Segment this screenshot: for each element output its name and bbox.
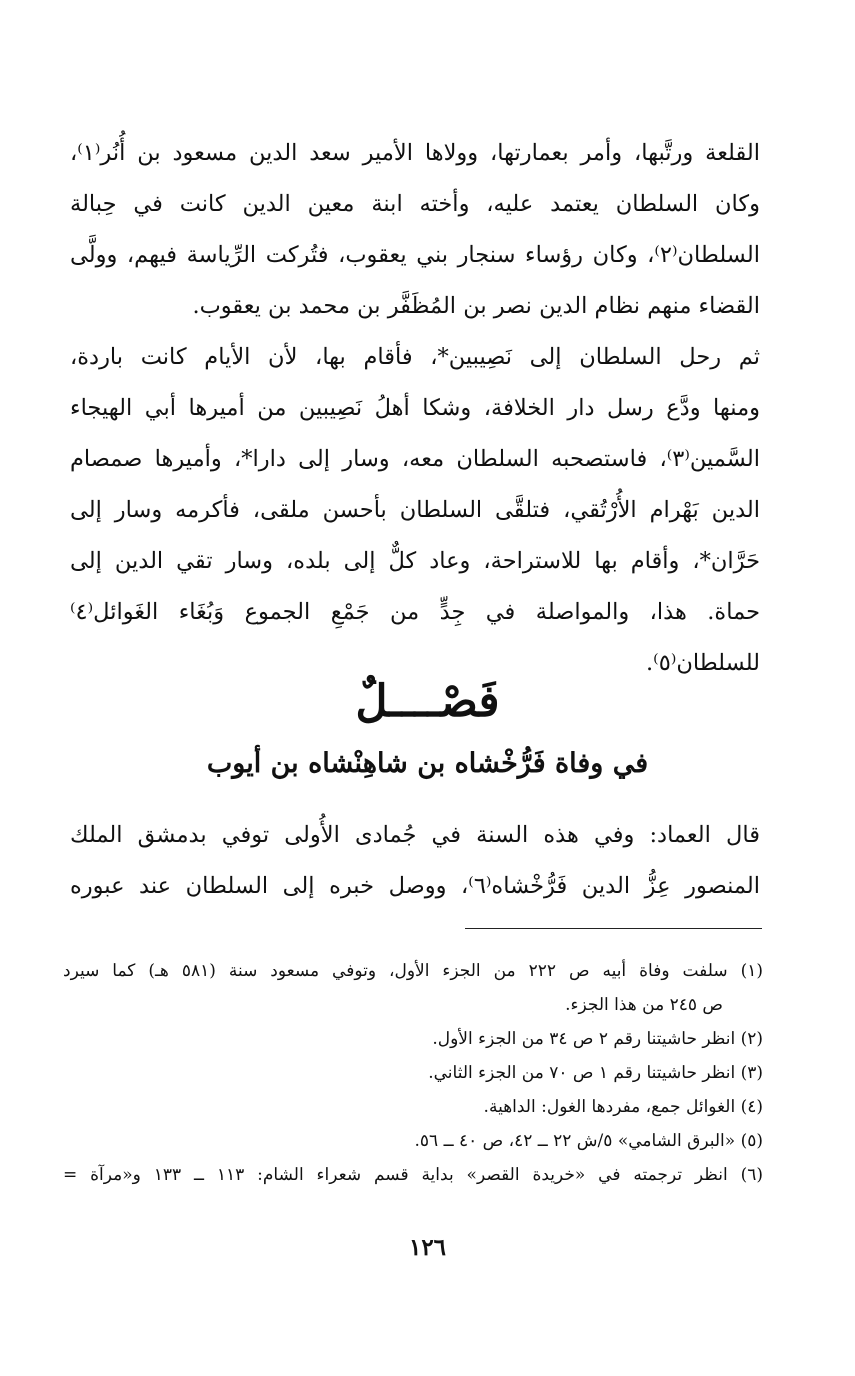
paragraph-line: للسلطان⁽٥⁾. [646, 650, 760, 676]
paragraph-line: القضاء منهم نظام الدين نصر بن المُظَفَّر بن محمد بن يعقوب. [192, 293, 760, 319]
paragraph-line: وكان السلطان يعتمد عليه، وأخته ابنة معين الدين كانت في حِبالة [70, 191, 760, 217]
paragraph-2 [70, 332, 760, 689]
footnote-item: (٢) انظر حاشيتنا رقم ٢ ص ٣٤ من الجزء الأول. [432, 1029, 763, 1049]
footnote-item: (٦) انظر ترجمته في «خريدة القصر» بداية قسم شعراء الشام: ١١٣ ــ ١٣٣ و«مرآة = [63, 1165, 764, 1185]
paragraph-line: السلطان⁽٢⁾، وكان رؤساء سنجار بني يعقوب، فتُركت الرِّياسة فيهم، وولَّى [70, 242, 760, 268]
paragraph-line: ثم رحل السلطان إلى نَصِيبين*، فأقام بها، لأن الأيام كانت باردة، [70, 344, 760, 370]
footnote-item: (٣) انظر حاشيتنا رقم ١ ص ٧٠ من الجزء الثاني. [428, 1063, 763, 1083]
section-heading: فَصْــــلٌ [355, 676, 500, 727]
footnote-item: (١) سلفت وفاة أبيه ص ٢٢٢ من الجزء الأول، وتوفي مسعود سنة (٥٨١ هـ) كما سيرد [63, 961, 763, 981]
paragraph-line: حَرَّان*، وأقام بها للاستراحة، وعاد كلٌّ إلى بلده، وسار تقي الدين إلى [70, 548, 760, 574]
paragraph-line: ومنها ودَّع رسل دار الخلافة، وشكا أهلُ نَصِيبين من أميرها أبي الهيجاء [70, 395, 760, 421]
page-number: ١٢٦ [408, 1234, 447, 1261]
paragraph-line: حماة. هذا، والمواصلة في جِدٍّ من جَمْعِ الجموع وَبُغَاء الغَوائل⁽٤⁾ [70, 599, 760, 625]
paragraph-line: الدين بَهْرام الأُرْتُقي، فتلقَّى السلطان بأحسن ملقى، فأكرمه وسار إلى [70, 497, 760, 523]
footnote-item: (٥) «البرق الشامي» ٥/ش ٢٢ ــ ٤٢، ص ٤٠ ــ ٥٦. [414, 1131, 763, 1151]
paragraph-line: القلعة ورتَّبها، وأمر بعمارتها، وولاها الأمير سعد الدين مسعود بن أُنُر⁽١⁾، [70, 140, 760, 166]
footnotes [63, 954, 763, 1192]
section-subheading: في وفاة فَرُّخْشاه بن شاهِنْشاه بن أيوب [206, 748, 649, 779]
paragraph-line: قال العماد: وفي هذه السنة في جُمادى الأُولى توفي بدمشق الملك [70, 822, 760, 848]
paragraph-1 [70, 128, 760, 332]
paragraph-3 [70, 810, 760, 912]
paragraph-line: السَّمين⁽٣⁾، فاستصحبه السلطان معه، وسار إلى دارا*، وأميرها صمصام [70, 446, 760, 472]
footnote-divider [465, 928, 762, 929]
footnote-continuation: ص ٢٤٥ من هذا الجزء. [565, 995, 723, 1015]
footnote-item: (٤) الغوائل جمع، مفردها الغول: الداهية. [483, 1097, 763, 1117]
paragraph-line: المنصور عِزُّ الدين فَرُّخْشاه⁽٦⁾، ووصل خبره إلى السلطان عند عبوره [70, 873, 760, 899]
